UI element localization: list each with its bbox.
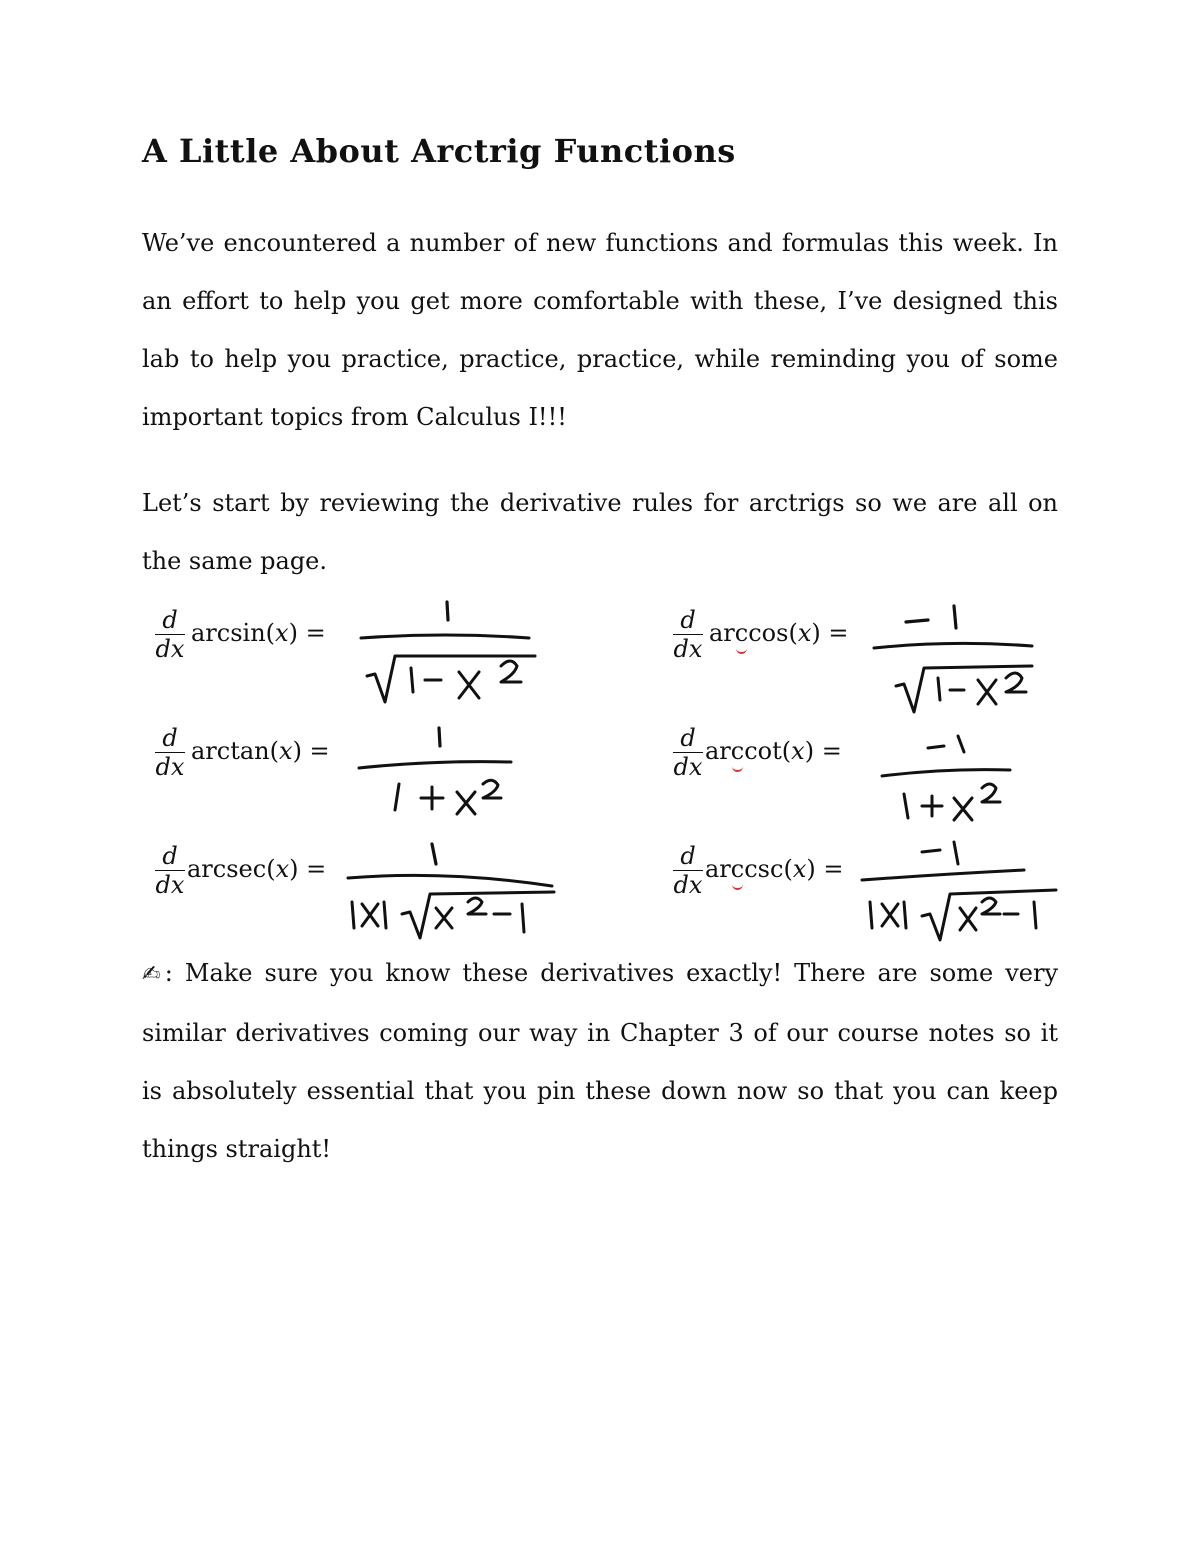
writing-hand-icon: ✍ xyxy=(142,962,165,987)
function-argument: (x) = xyxy=(266,855,327,883)
function-argument: (x) = xyxy=(265,619,326,647)
note-text: : Make sure you know these derivatives exactly! There are some very similar derivatives coming our way in Chapter 3 of our course notes so it is absolutely essential that you pin these down now so that you can keep things straight! xyxy=(142,959,1058,1163)
d-dx-operator: d dx xyxy=(673,724,703,781)
arccos-handwritten-answer xyxy=(868,600,1038,716)
note-paragraph xyxy=(142,944,1058,1178)
arccsc-handwritten-answer xyxy=(858,838,1058,942)
arcsec-handwritten-answer xyxy=(342,838,558,942)
d-dx-operator: d dx xyxy=(673,606,703,663)
marked-letter: c xyxy=(734,619,749,647)
page-title: A Little About Arctrig Functions xyxy=(142,132,736,170)
lead-in-paragraph: Let’s start by reviewing the derivative rules for arctrigs so we are all on the same page. xyxy=(142,489,1058,575)
marked-letter: c xyxy=(730,737,745,765)
d-dx-operator: d dx xyxy=(155,724,185,781)
function-name: arctan xyxy=(191,737,270,765)
function-argument: (x) = xyxy=(269,737,330,765)
d-dx-operator: d dx xyxy=(673,842,703,899)
d-dx-operator: d dx xyxy=(155,842,185,899)
function-name: arcsin xyxy=(191,619,266,647)
d-dx-operator: d dx xyxy=(155,606,185,663)
function-name: arcsec xyxy=(187,855,267,883)
intro-paragraph: We’ve encountered a number of new functions and formulas this week. In an effort to help you get more comfortable with these, I’ve designed this lab to help you practice, practice, practice, while reminding you of some important topics from Calculus I!!! xyxy=(142,229,1058,431)
marked-letter: c xyxy=(730,855,745,883)
arctan-handwritten-answer xyxy=(355,722,515,822)
arccot-handwritten-answer xyxy=(876,726,1016,830)
arcsin-handwritten-answer xyxy=(355,594,540,710)
